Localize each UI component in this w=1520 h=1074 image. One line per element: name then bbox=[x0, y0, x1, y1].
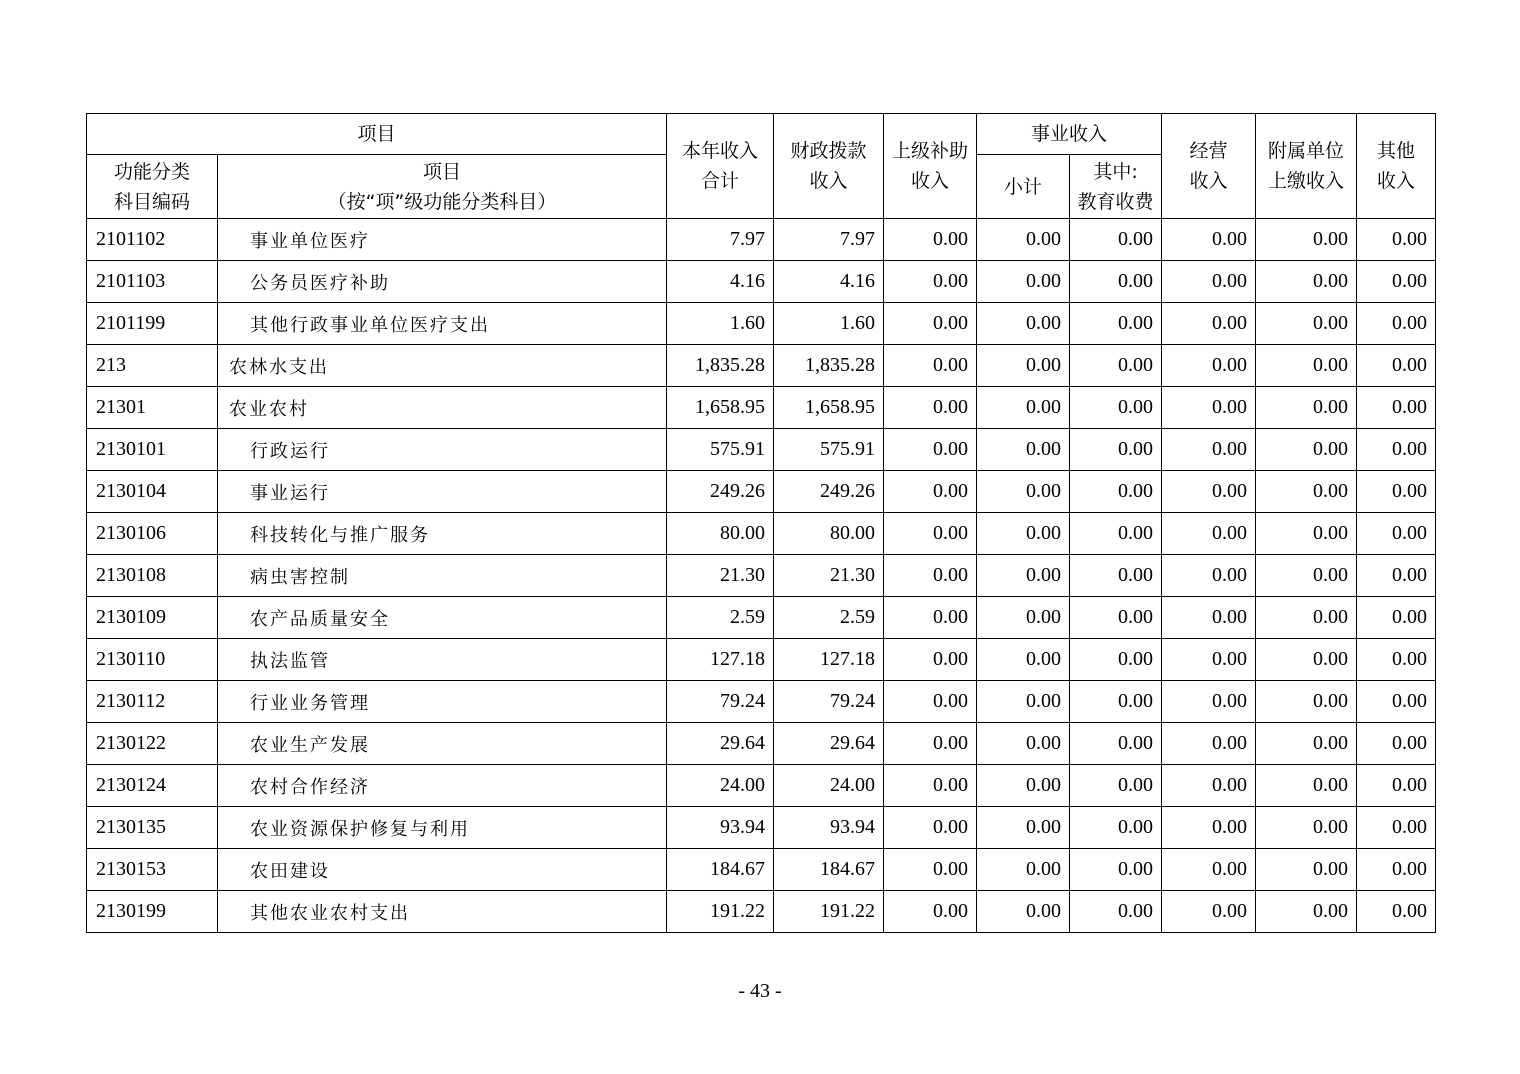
affiliated-cell: 0.00 bbox=[1256, 681, 1357, 723]
table-row bbox=[87, 639, 1436, 681]
header-total: 本年收入 合计 bbox=[667, 114, 774, 219]
subtotal-cell: 0.00 bbox=[977, 345, 1070, 387]
superior-cell: 0.00 bbox=[884, 345, 977, 387]
operating-cell: 0.00 bbox=[1162, 303, 1256, 345]
table-row bbox=[87, 555, 1436, 597]
subtotal-cell: 0.00 bbox=[977, 597, 1070, 639]
fiscal-cell: 575.91 bbox=[774, 429, 884, 471]
total-cell: 4.16 bbox=[667, 261, 774, 303]
other-cell: 0.00 bbox=[1357, 849, 1436, 891]
fiscal-cell: 1.60 bbox=[774, 303, 884, 345]
code-cell: 213 bbox=[87, 345, 218, 387]
total-cell: 249.26 bbox=[667, 471, 774, 513]
name-cell: 农业农村 bbox=[218, 387, 667, 429]
affiliated-cell: 0.00 bbox=[1256, 639, 1357, 681]
affiliated-cell: 0.00 bbox=[1256, 807, 1357, 849]
superior-cell: 0.00 bbox=[884, 429, 977, 471]
superior-cell: 0.00 bbox=[884, 639, 977, 681]
code-cell: 2130122 bbox=[87, 723, 218, 765]
total-cell: 21.30 bbox=[667, 555, 774, 597]
edu-cell: 0.00 bbox=[1070, 849, 1162, 891]
code-cell: 2101103 bbox=[87, 261, 218, 303]
affiliated-cell: 0.00 bbox=[1256, 849, 1357, 891]
edu-cell: 0.00 bbox=[1070, 303, 1162, 345]
code-cell: 2101199 bbox=[87, 303, 218, 345]
code-cell: 2130135 bbox=[87, 807, 218, 849]
name-cell: 农田建设 bbox=[218, 849, 667, 891]
subtotal-cell: 0.00 bbox=[977, 639, 1070, 681]
fiscal-cell: 7.97 bbox=[774, 219, 884, 261]
affiliated-cell: 0.00 bbox=[1256, 765, 1357, 807]
table-row bbox=[87, 303, 1436, 345]
table-row bbox=[87, 471, 1436, 513]
subtotal-cell: 0.00 bbox=[977, 723, 1070, 765]
edu-cell: 0.00 bbox=[1070, 597, 1162, 639]
table-row bbox=[87, 765, 1436, 807]
operating-cell: 0.00 bbox=[1162, 639, 1256, 681]
total-cell: 79.24 bbox=[667, 681, 774, 723]
table-row bbox=[87, 345, 1436, 387]
fiscal-cell: 249.26 bbox=[774, 471, 884, 513]
edu-cell: 0.00 bbox=[1070, 555, 1162, 597]
edu-cell: 0.00 bbox=[1070, 723, 1162, 765]
operating-cell: 0.00 bbox=[1162, 261, 1256, 303]
subtotal-cell: 0.00 bbox=[977, 429, 1070, 471]
fiscal-cell: 2.59 bbox=[774, 597, 884, 639]
other-cell: 0.00 bbox=[1357, 891, 1436, 933]
superior-cell: 0.00 bbox=[884, 681, 977, 723]
table-row bbox=[87, 261, 1436, 303]
code-cell: 2130109 bbox=[87, 597, 218, 639]
edu-cell: 0.00 bbox=[1070, 261, 1162, 303]
code-cell: 21301 bbox=[87, 387, 218, 429]
operating-cell: 0.00 bbox=[1162, 555, 1256, 597]
superior-cell: 0.00 bbox=[884, 807, 977, 849]
header-fiscal: 财政拨款 收入 bbox=[774, 114, 884, 219]
name-cell: 事业单位医疗 bbox=[218, 219, 667, 261]
total-cell: 2.59 bbox=[667, 597, 774, 639]
edu-cell: 0.00 bbox=[1070, 387, 1162, 429]
subtotal-cell: 0.00 bbox=[977, 513, 1070, 555]
total-cell: 575.91 bbox=[667, 429, 774, 471]
code-cell: 2130108 bbox=[87, 555, 218, 597]
total-cell: 29.64 bbox=[667, 723, 774, 765]
name-cell: 行业业务管理 bbox=[218, 681, 667, 723]
edu-cell: 0.00 bbox=[1070, 681, 1162, 723]
operating-cell: 0.00 bbox=[1162, 345, 1256, 387]
affiliated-cell: 0.00 bbox=[1256, 303, 1357, 345]
name-cell: 农业生产发展 bbox=[218, 723, 667, 765]
table-row bbox=[87, 597, 1436, 639]
name-cell: 事业运行 bbox=[218, 471, 667, 513]
superior-cell: 0.00 bbox=[884, 849, 977, 891]
other-cell: 0.00 bbox=[1357, 219, 1436, 261]
operating-cell: 0.00 bbox=[1162, 471, 1256, 513]
other-cell: 0.00 bbox=[1357, 681, 1436, 723]
code-cell: 2130104 bbox=[87, 471, 218, 513]
other-cell: 0.00 bbox=[1357, 261, 1436, 303]
table-row bbox=[87, 849, 1436, 891]
operating-cell: 0.00 bbox=[1162, 723, 1256, 765]
edu-cell: 0.00 bbox=[1070, 639, 1162, 681]
other-cell: 0.00 bbox=[1357, 513, 1436, 555]
superior-cell: 0.00 bbox=[884, 219, 977, 261]
table-row bbox=[87, 387, 1436, 429]
subtotal-cell: 0.00 bbox=[977, 891, 1070, 933]
code-cell: 2101102 bbox=[87, 219, 218, 261]
other-cell: 0.00 bbox=[1357, 639, 1436, 681]
operating-cell: 0.00 bbox=[1162, 513, 1256, 555]
fiscal-cell: 29.64 bbox=[774, 723, 884, 765]
total-cell: 24.00 bbox=[667, 765, 774, 807]
fiscal-cell: 191.22 bbox=[774, 891, 884, 933]
header-affiliated: 附属单位 上缴收入 bbox=[1256, 114, 1357, 219]
fiscal-cell: 93.94 bbox=[774, 807, 884, 849]
superior-cell: 0.00 bbox=[884, 387, 977, 429]
page-number: - 43 - bbox=[738, 980, 782, 1002]
name-cell: 行政运行 bbox=[218, 429, 667, 471]
code-cell: 2130153 bbox=[87, 849, 218, 891]
affiliated-cell: 0.00 bbox=[1256, 597, 1357, 639]
edu-cell: 0.00 bbox=[1070, 471, 1162, 513]
table-row bbox=[87, 723, 1436, 765]
total-cell: 1.60 bbox=[667, 303, 774, 345]
other-cell: 0.00 bbox=[1357, 807, 1436, 849]
superior-cell: 0.00 bbox=[884, 513, 977, 555]
total-cell: 93.94 bbox=[667, 807, 774, 849]
other-cell: 0.00 bbox=[1357, 345, 1436, 387]
affiliated-cell: 0.00 bbox=[1256, 723, 1357, 765]
fiscal-cell: 1,658.95 bbox=[774, 387, 884, 429]
edu-cell: 0.00 bbox=[1070, 513, 1162, 555]
other-cell: 0.00 bbox=[1357, 555, 1436, 597]
code-cell: 2130101 bbox=[87, 429, 218, 471]
subtotal-cell: 0.00 bbox=[977, 681, 1070, 723]
name-cell: 科技转化与推广服务 bbox=[218, 513, 667, 555]
operating-cell: 0.00 bbox=[1162, 429, 1256, 471]
edu-cell: 0.00 bbox=[1070, 807, 1162, 849]
name-cell: 农业资源保护修复与利用 bbox=[218, 807, 667, 849]
affiliated-cell: 0.00 bbox=[1256, 387, 1357, 429]
edu-cell: 0.00 bbox=[1070, 891, 1162, 933]
header-other: 其他 收入 bbox=[1357, 114, 1436, 219]
subtotal-cell: 0.00 bbox=[977, 387, 1070, 429]
subtotal-cell: 0.00 bbox=[977, 471, 1070, 513]
total-cell: 184.67 bbox=[667, 849, 774, 891]
total-cell: 7.97 bbox=[667, 219, 774, 261]
affiliated-cell: 0.00 bbox=[1256, 513, 1357, 555]
table-row bbox=[87, 681, 1436, 723]
subtotal-cell: 0.00 bbox=[977, 765, 1070, 807]
fiscal-cell: 79.24 bbox=[774, 681, 884, 723]
affiliated-cell: 0.00 bbox=[1256, 555, 1357, 597]
subtotal-cell: 0.00 bbox=[977, 849, 1070, 891]
header-name: 项目 （按“项”级功能分类科目） bbox=[218, 155, 667, 219]
other-cell: 0.00 bbox=[1357, 597, 1436, 639]
edu-cell: 0.00 bbox=[1070, 429, 1162, 471]
fiscal-cell: 1,835.28 bbox=[774, 345, 884, 387]
total-cell: 1,835.28 bbox=[667, 345, 774, 387]
superior-cell: 0.00 bbox=[884, 765, 977, 807]
name-cell: 农产品质量安全 bbox=[218, 597, 667, 639]
fiscal-cell: 80.00 bbox=[774, 513, 884, 555]
name-cell: 执法监管 bbox=[218, 639, 667, 681]
operating-cell: 0.00 bbox=[1162, 681, 1256, 723]
header-superior: 上级补助 收入 bbox=[884, 114, 977, 219]
other-cell: 0.00 bbox=[1357, 429, 1436, 471]
subtotal-cell: 0.00 bbox=[977, 303, 1070, 345]
total-cell: 127.18 bbox=[667, 639, 774, 681]
fiscal-cell: 184.67 bbox=[774, 849, 884, 891]
name-cell: 病虫害控制 bbox=[218, 555, 667, 597]
name-cell: 其他农业农村支出 bbox=[218, 891, 667, 933]
superior-cell: 0.00 bbox=[884, 723, 977, 765]
superior-cell: 0.00 bbox=[884, 891, 977, 933]
total-cell: 191.22 bbox=[667, 891, 774, 933]
code-cell: 2130106 bbox=[87, 513, 218, 555]
other-cell: 0.00 bbox=[1357, 387, 1436, 429]
fiscal-cell: 4.16 bbox=[774, 261, 884, 303]
table-row bbox=[87, 891, 1436, 933]
table-row bbox=[87, 807, 1436, 849]
affiliated-cell: 0.00 bbox=[1256, 261, 1357, 303]
subtotal-cell: 0.00 bbox=[977, 555, 1070, 597]
fiscal-cell: 24.00 bbox=[774, 765, 884, 807]
code-cell: 2130110 bbox=[87, 639, 218, 681]
superior-cell: 0.00 bbox=[884, 555, 977, 597]
code-cell: 2130124 bbox=[87, 765, 218, 807]
other-cell: 0.00 bbox=[1357, 471, 1436, 513]
other-cell: 0.00 bbox=[1357, 723, 1436, 765]
name-cell: 农林水支出 bbox=[218, 345, 667, 387]
total-cell: 1,658.95 bbox=[667, 387, 774, 429]
superior-cell: 0.00 bbox=[884, 471, 977, 513]
operating-cell: 0.00 bbox=[1162, 849, 1256, 891]
table-row bbox=[87, 429, 1436, 471]
superior-cell: 0.00 bbox=[884, 597, 977, 639]
operating-cell: 0.00 bbox=[1162, 219, 1256, 261]
code-cell: 2130199 bbox=[87, 891, 218, 933]
header-project: 项目 bbox=[87, 114, 667, 155]
superior-cell: 0.00 bbox=[884, 303, 977, 345]
header-subtotal: 小计 bbox=[977, 155, 1070, 219]
header-business: 事业收入 bbox=[977, 114, 1162, 155]
affiliated-cell: 0.00 bbox=[1256, 471, 1357, 513]
operating-cell: 0.00 bbox=[1162, 387, 1256, 429]
income-table bbox=[86, 113, 1436, 933]
subtotal-cell: 0.00 bbox=[977, 261, 1070, 303]
operating-cell: 0.00 bbox=[1162, 597, 1256, 639]
header-code: 功能分类 科目编码 bbox=[87, 155, 218, 219]
other-cell: 0.00 bbox=[1357, 765, 1436, 807]
total-cell: 80.00 bbox=[667, 513, 774, 555]
affiliated-cell: 0.00 bbox=[1256, 429, 1357, 471]
table-row bbox=[87, 219, 1436, 261]
other-cell: 0.00 bbox=[1357, 303, 1436, 345]
table-row bbox=[87, 513, 1436, 555]
name-cell: 其他行政事业单位医疗支出 bbox=[218, 303, 667, 345]
subtotal-cell: 0.00 bbox=[977, 219, 1070, 261]
name-cell: 公务员医疗补助 bbox=[218, 261, 667, 303]
subtotal-cell: 0.00 bbox=[977, 807, 1070, 849]
code-cell: 2130112 bbox=[87, 681, 218, 723]
operating-cell: 0.00 bbox=[1162, 807, 1256, 849]
affiliated-cell: 0.00 bbox=[1256, 219, 1357, 261]
fiscal-cell: 21.30 bbox=[774, 555, 884, 597]
edu-cell: 0.00 bbox=[1070, 765, 1162, 807]
name-cell: 农村合作经济 bbox=[218, 765, 667, 807]
affiliated-cell: 0.00 bbox=[1256, 891, 1357, 933]
operating-cell: 0.00 bbox=[1162, 765, 1256, 807]
operating-cell: 0.00 bbox=[1162, 891, 1256, 933]
header-edu: 其中: 教育收费 bbox=[1070, 155, 1162, 219]
fiscal-cell: 127.18 bbox=[774, 639, 884, 681]
superior-cell: 0.00 bbox=[884, 261, 977, 303]
header-operating: 经营 收入 bbox=[1162, 114, 1256, 219]
edu-cell: 0.00 bbox=[1070, 219, 1162, 261]
affiliated-cell: 0.00 bbox=[1256, 345, 1357, 387]
edu-cell: 0.00 bbox=[1070, 345, 1162, 387]
